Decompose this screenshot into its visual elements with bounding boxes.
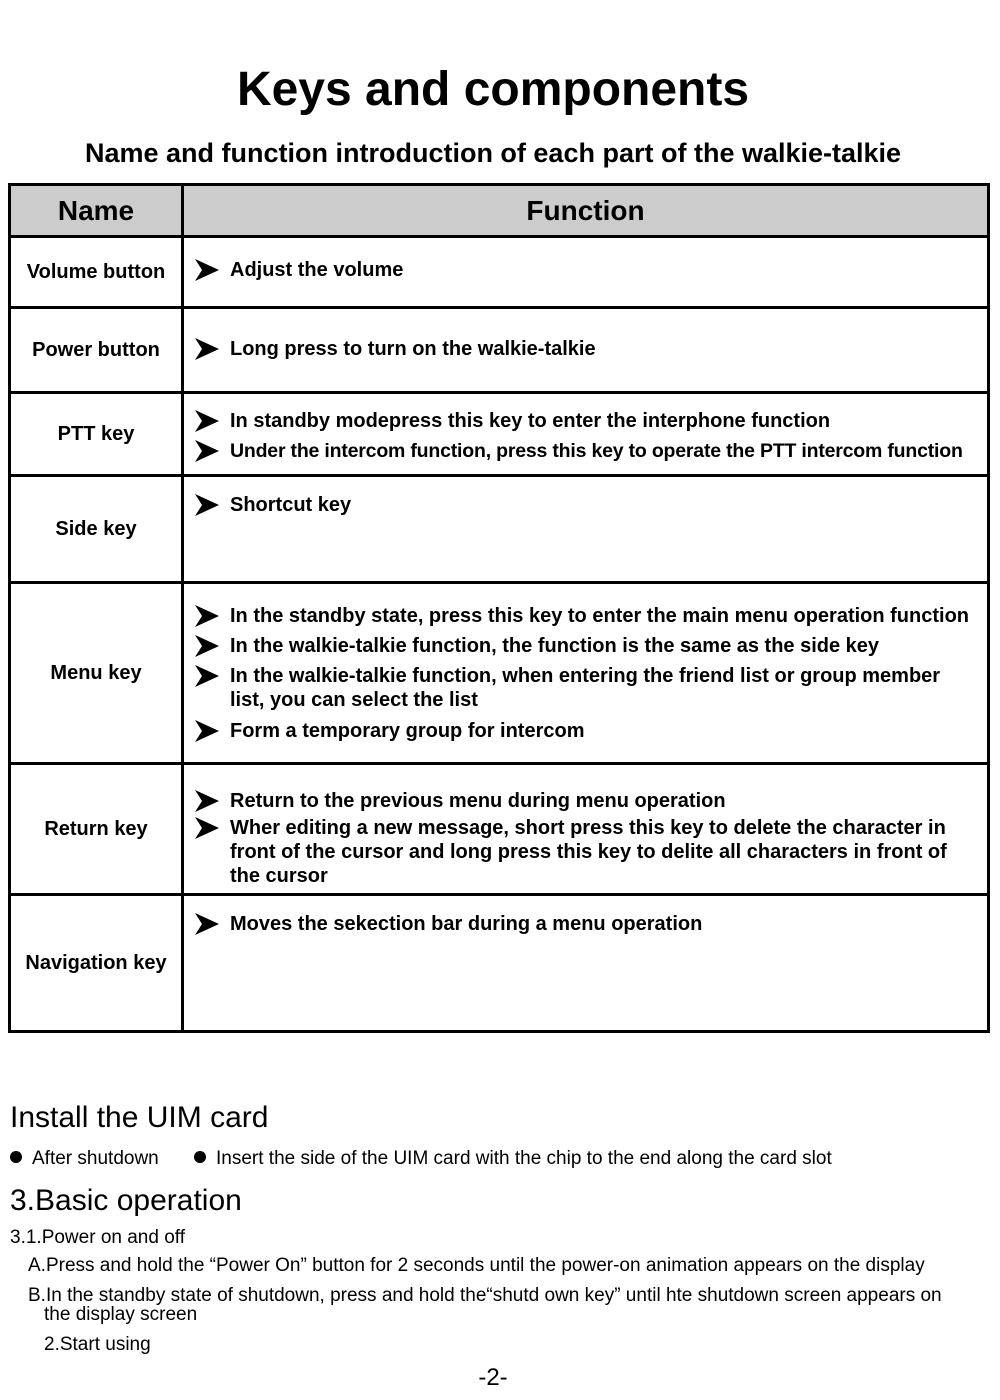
arrow-icon: [194, 337, 220, 361]
key-name: PTT key: [11, 394, 184, 474]
table-row: [11, 896, 987, 1030]
step-a: A.Press and hold the “Power On” button for 2 seconds until the power-on animation appears on the display: [28, 1255, 925, 1276]
key-name: Power button: [11, 309, 184, 391]
function-cell: Long press to turn on the walkie-talkie: [184, 309, 987, 391]
page-number: -2-: [478, 1364, 508, 1391]
function-cell: Adjust the volume: [184, 238, 987, 306]
arrow-icon: [194, 493, 220, 517]
table-row: [11, 477, 987, 584]
keys-table: [8, 183, 990, 1033]
bullet-dot-icon: [10, 1151, 22, 1163]
arrow-icon: [194, 789, 220, 813]
table-header-row: [11, 186, 987, 238]
arrow-icon: [194, 912, 220, 936]
arrow-icon: [194, 719, 220, 743]
page-subtitle: Name and function introduction of each part of the walkie-talkie: [84, 138, 902, 168]
function-cell: In the standby state, press this key to enter the main menu operation function In the walkie-talkie function, the function is the same as the side key In the walkie-talkie function, when entering the friend list or group member list, you can select the list Form a temporary group for intercom: [184, 584, 987, 762]
table-row: [11, 394, 987, 477]
start-using: 2.Start using: [44, 1334, 151, 1355]
function-cell: Shortcut key: [184, 477, 987, 581]
key-name: Volume button: [11, 238, 184, 306]
function-cell: Return to the previous menu during menu operation Wher editing a new message, short press this key to delete the character in front of the cursor and long press this key to delite all characters in front of the cursor: [184, 765, 987, 893]
header-name: Name: [11, 186, 184, 235]
basic-operation-heading: 3.Basic operation: [10, 1184, 242, 1217]
table-row: [11, 309, 987, 394]
key-name: Return key: [11, 765, 184, 893]
arrow-icon: [194, 664, 220, 688]
table-row: [11, 765, 987, 896]
bullet-dot-icon: [194, 1151, 206, 1163]
key-name: Side key: [11, 477, 184, 581]
key-name: Navigation key: [11, 896, 184, 1030]
uim-heading: Install the UIM card: [10, 1101, 269, 1134]
table-row: [11, 238, 987, 309]
arrow-icon: [194, 439, 220, 463]
step-b-continued: the display screen: [44, 1304, 198, 1325]
uim-bullet-2: Insert the side of the UIM card with the chip to the end along the card slot: [194, 1148, 832, 1170]
page-title: Keys and components: [236, 63, 750, 116]
uim-bullet-1: After shutdown: [10, 1148, 159, 1170]
arrow-icon: [194, 634, 220, 658]
step-b: B.In the standby state of shutdown, press and hold the“shutd own key” until hte shutdown screen appears on: [28, 1285, 942, 1306]
function-cell: Moves the sekection bar during a menu operation: [184, 896, 987, 1030]
power-on-off-subheading: 3.1.Power on and off: [10, 1227, 185, 1248]
arrow-icon: [194, 604, 220, 628]
function-cell: In standby modepress this key to enter the interphone function Under the intercom function, press this key to operate the PTT intercom function: [184, 394, 987, 474]
header-function: Function: [526, 194, 645, 226]
arrow-icon: [194, 258, 220, 282]
table-row: [11, 584, 987, 765]
key-name: Menu key: [11, 584, 184, 762]
arrow-icon: [194, 816, 220, 840]
arrow-icon: [194, 409, 220, 433]
